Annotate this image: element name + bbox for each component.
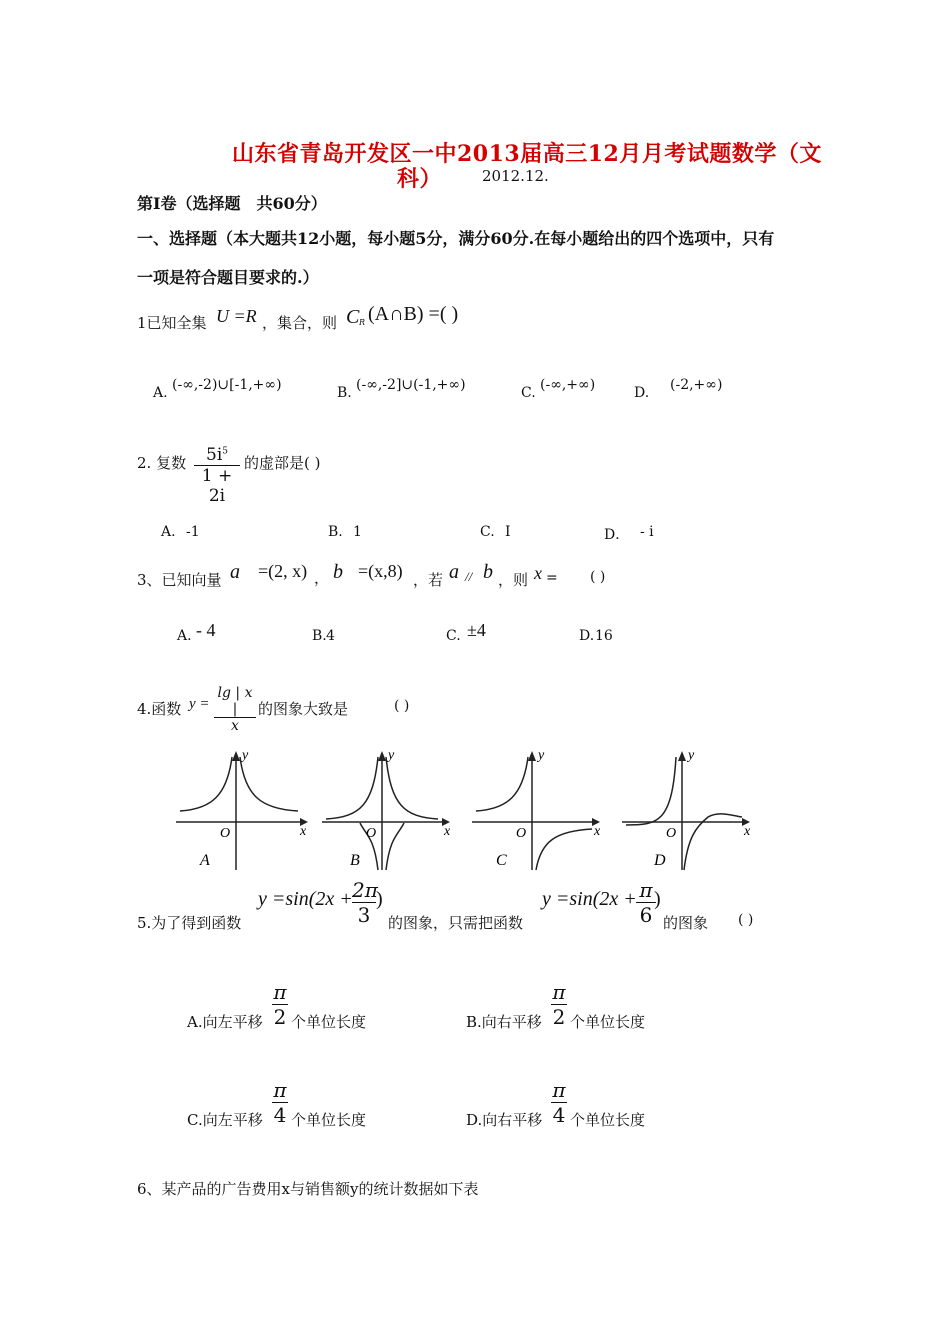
volume-heading: 第Ⅰ卷（选择题 共60分） xyxy=(137,194,327,213)
q3-option-a-label: A. xyxy=(177,628,192,644)
q1-option-d-label: D. xyxy=(634,385,650,401)
q3-option-b-label: B. xyxy=(312,628,327,644)
q5-option-a-label: A.向左平移 xyxy=(187,1013,263,1031)
question-6-stem: 6、某产品的广告费用x与销售额y的统计数据如下表 xyxy=(137,1180,479,1198)
graph-d xyxy=(618,745,758,875)
q2-option-d-value: - i xyxy=(640,524,654,540)
q3-option-a-value: - 4 xyxy=(196,620,216,640)
instructions-line-1: 一、选择题（本大题共12小题，每小题5分，满分60分.在每小题给出的四个选项中，只有 xyxy=(137,229,775,248)
q5-stem-b: 的图象，只需把函数 xyxy=(388,914,524,932)
instructions-line-2: 一项是符合题目要求的.） xyxy=(137,268,319,287)
q3-comma: ， xyxy=(314,569,330,587)
q4-denominator: x xyxy=(231,718,239,734)
q3-vector-a: a xyxy=(230,561,240,583)
q1-expression: (A∩B) =( ) xyxy=(368,303,459,325)
q1-option-b-label: B. xyxy=(337,385,352,401)
q1-option-a-value: (-∞,-2)∪[-1,+∞) xyxy=(172,377,282,393)
q5-option-c-den: 4 xyxy=(273,1103,287,1127)
graph-d-origin: O xyxy=(666,826,677,841)
graph-d-y-label: y xyxy=(688,748,695,763)
q1-universal-set: U =R xyxy=(216,306,257,326)
q4-stem-b: 的图象大致是 xyxy=(258,700,349,718)
q5-func-1: y =sin(2x + xyxy=(258,888,353,910)
q5-func-1-close: ) xyxy=(376,888,383,910)
q5-option-b-num: π xyxy=(552,980,566,1004)
q5-func-1-fraction xyxy=(352,878,376,927)
q5-func-2-fraction xyxy=(636,878,656,927)
q5-option-d-label: D.向右平移 xyxy=(466,1111,543,1129)
q5-option-a-tail: 个单位长度 xyxy=(291,1013,367,1031)
q5-func-2: y =sin(2x + xyxy=(542,888,637,910)
q5-option-c-fraction xyxy=(272,1078,288,1127)
q5-option-a-den: 2 xyxy=(273,1005,287,1029)
graph-c xyxy=(468,745,608,875)
exam-date: 2012.12. xyxy=(482,167,549,185)
q3-stem-a: 3、已知向量 xyxy=(137,571,222,589)
q3-answer-paren: ( ) xyxy=(590,569,606,585)
q3-stem-b: ，若 xyxy=(413,571,444,589)
q5-stem-a: 5.为了得到函数 xyxy=(137,914,242,932)
q3-option-d-label: D. xyxy=(579,628,595,644)
q3-stem-c: ，则 xyxy=(498,571,529,589)
q4-numerator: lg | x | xyxy=(217,685,253,717)
q3-option-c-value: ±4 xyxy=(467,620,486,640)
q1-stem-a: 1已知全集 xyxy=(137,314,207,332)
q3-equals: = xyxy=(546,570,558,586)
q3-vector-b-value: =(x,8) xyxy=(358,561,403,581)
q5-option-d-den: 4 xyxy=(552,1103,566,1127)
q4-fraction xyxy=(214,685,256,734)
q1-option-c-label: C. xyxy=(521,385,536,401)
graph-a-y-label: y xyxy=(242,748,249,763)
q5-option-d-tail: 个单位长度 xyxy=(570,1111,646,1129)
graph-b-origin: O xyxy=(366,826,377,841)
q5-func-2-num: π xyxy=(639,878,653,902)
graph-d-x-label: x xyxy=(744,824,751,839)
q2-stem-b: 的虚部是( ) xyxy=(244,454,321,472)
q2-numerator-exp: 5 xyxy=(222,446,228,457)
q2-denominator: 1 + 2i xyxy=(201,466,233,506)
graph-a xyxy=(172,745,312,875)
q1-complement-c: C xyxy=(346,306,360,328)
graph-a-origin: O xyxy=(220,826,231,841)
q5-option-a-num: π xyxy=(273,980,287,1004)
q5-func-1-den: 3 xyxy=(357,903,371,927)
q5-option-d-num: π xyxy=(552,1078,566,1102)
graph-b xyxy=(318,745,458,875)
q4-y-equals: y = xyxy=(189,696,210,712)
q5-option-c-label: C.向左平移 xyxy=(187,1111,263,1129)
q3-vector-b-2: b xyxy=(483,561,493,583)
q1-option-a-label: A. xyxy=(153,385,168,401)
q2-numerator: 5i xyxy=(206,445,223,465)
q3-vector-a-2: a xyxy=(449,561,459,583)
q2-option-a-value: -1 xyxy=(186,524,200,540)
q2-option-b-value: 1 xyxy=(353,524,362,540)
q2-option-a-label: A. xyxy=(161,524,176,540)
q3-option-d-value: 16 xyxy=(595,628,613,644)
q5-func-2-den: 6 xyxy=(639,903,653,927)
q1-option-d-value: (-2,+∞) xyxy=(670,377,723,393)
graph-c-x-label: x xyxy=(594,824,601,839)
q5-func-2-close: ) xyxy=(654,888,661,910)
q5-answer-paren: ( ) xyxy=(738,912,754,928)
q3-vector-b: b xyxy=(333,561,343,583)
q1-option-c-value: (-∞,+∞) xyxy=(540,377,596,393)
q5-option-d-fraction xyxy=(551,1078,567,1127)
q2-fraction xyxy=(194,445,240,506)
q3-option-b-value: 4 xyxy=(326,628,335,644)
q5-option-b-tail: 个单位长度 xyxy=(570,1013,646,1031)
q1-complement-sub: R xyxy=(359,318,366,327)
q2-option-b-label: B. xyxy=(328,524,343,540)
q2-option-d-label: D． xyxy=(604,527,630,543)
q5-option-a-fraction xyxy=(272,980,288,1029)
q5-option-b-fraction xyxy=(551,980,567,1029)
q1-stem-b: ，集合，则 xyxy=(262,314,338,332)
graph-c-origin: O xyxy=(516,826,527,841)
graph-b-letter: B xyxy=(350,852,360,869)
graph-c-letter: C xyxy=(496,852,507,869)
q5-stem-c: 的图象 xyxy=(663,914,709,932)
graph-a-x-label: x xyxy=(300,824,307,839)
q3-x: x xyxy=(534,563,542,583)
graph-a-letter: A xyxy=(200,852,210,869)
q2-option-c-label: C. xyxy=(480,524,495,540)
q3-parallel: // xyxy=(465,569,473,584)
q3-option-c-label: C. xyxy=(446,628,461,644)
title-line-1: 山东省青岛开发区一中2013届高三12月月考试题数学（文 xyxy=(232,141,822,167)
q5-option-c-tail: 个单位长度 xyxy=(291,1111,367,1129)
q5-option-c-num: π xyxy=(273,1078,287,1102)
graph-b-y-label: y xyxy=(388,748,395,763)
graph-d-letter: D xyxy=(654,852,666,869)
q1-option-b-value: (-∞,-2]∪(-1,+∞) xyxy=(356,377,466,393)
q5-option-b-label: B.向右平移 xyxy=(466,1013,542,1031)
q4-answer-paren: ( ) xyxy=(394,698,410,714)
q2-stem-a: 2. 复数 xyxy=(137,454,187,472)
graph-c-y-label: y xyxy=(538,748,545,763)
title-line-2: 科） xyxy=(397,166,443,192)
q5-func-1-num: 2π xyxy=(352,878,378,902)
graph-b-x-label: x xyxy=(444,824,451,839)
q4-stem-a: 4.函数 xyxy=(137,700,182,718)
q3-vector-a-value: =(2, x) xyxy=(258,561,308,581)
q2-option-c-value: I xyxy=(505,524,511,540)
q5-option-b-den: 2 xyxy=(552,1005,566,1029)
